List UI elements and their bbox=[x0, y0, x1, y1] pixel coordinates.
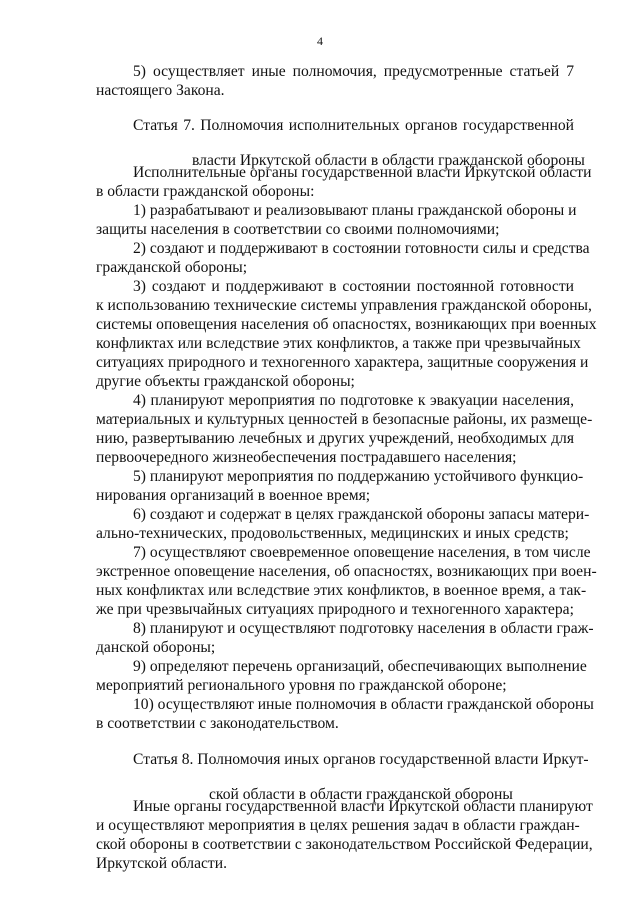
text-line: ных конфликтах или вследствие этих конфликтов, в военное время, а так- bbox=[96, 582, 587, 599]
text-line: экстренное оповещение населения, об опасностях, возникающих при воен- bbox=[96, 563, 597, 580]
text-line: в соответствии с законодательством. bbox=[96, 715, 339, 732]
article-8-title: Статья 8. Полномочия иных органов государственной власти Иркут- bbox=[133, 751, 589, 768]
list-item: 1) разрабатывают и реализовывают планы гражданской обороны и bbox=[133, 202, 577, 219]
list-item: 10) осуществляют иные полномочия в области гражданской обороны bbox=[133, 696, 594, 713]
list-item: 4) планируют мероприятия по подготовке к эвакуации населения, bbox=[133, 392, 574, 409]
text-line: ситуациях природного и техногенного характера, защитные сооружения и bbox=[96, 354, 589, 371]
text-line: материальных и культурных ценностей в безопасные районы, их размеще- bbox=[96, 411, 593, 428]
page-number: 4 bbox=[317, 34, 323, 48]
article-7-title: власти Иркутской области в области гражданской обороны bbox=[192, 151, 585, 169]
list-item: 3) создают и поддерживают в состоянии постоянной готовности bbox=[133, 278, 574, 295]
list-item: 5) планируют мероприятия по поддержанию устойчивого функцио- bbox=[133, 468, 584, 485]
text-line: настоящего Закона. bbox=[96, 82, 225, 99]
text-line: системы оповещения населения об опасностях, возникающих при военных bbox=[96, 316, 597, 333]
text-line: 5) осуществляет иные полномочия, предусмотренные статьей 7 bbox=[133, 63, 574, 80]
text-line: ской обороны в соответствии с законодательством Российской Федерации, bbox=[96, 836, 593, 853]
text-line: Исполнительные органы государственной власти Иркутской области bbox=[133, 164, 592, 181]
text-line: к использованию технические системы управления гражданской обороны, bbox=[96, 297, 592, 314]
text-line: ально-технических, продовольственных, медицинских и иных средств; bbox=[96, 525, 569, 542]
text-line: данской обороны; bbox=[96, 639, 216, 656]
list-item: 6) создают и содержат в целях гражданской обороны запасы матери- bbox=[133, 506, 590, 523]
list-item: 2) создают и поддерживают в состоянии готовности силы и средства bbox=[133, 240, 590, 257]
text-line: мероприятий регионального уровня по гражданской обороне; bbox=[96, 677, 507, 694]
article-8-title: ской области в области гражданской обороны bbox=[209, 785, 513, 803]
text-line: же при чрезвычайных ситуациях природного и техногенного характера; bbox=[96, 601, 574, 618]
text-line: нирования организаций в военное время; bbox=[96, 487, 371, 504]
list-item: 9) определяют перечень организаций, обеспечивающих выполнение bbox=[133, 658, 587, 675]
text-line: конфликтах или вследствие этих конфликтов, а также при чрезвычайных bbox=[96, 335, 581, 352]
text-line: Иркутской области. bbox=[96, 855, 227, 872]
text-line: первоочередного жизнеобеспечения пострадавшего населения; bbox=[96, 449, 517, 466]
text-line: защиты населения в соответствии со своими полномочиями; bbox=[96, 221, 500, 238]
list-item: 8) планируют и осуществляют подготовку населения в области граж- bbox=[133, 620, 594, 637]
text-line: и осуществляют мероприятия в целях решения задач в области граждан- bbox=[96, 817, 580, 834]
text-line: в области гражданской обороны: bbox=[96, 183, 315, 200]
article-7-title: Статья 7. Полномочия исполнительных органов государственной bbox=[133, 117, 574, 134]
list-item: 7) осуществляют своевременное оповещение населения, в том числе bbox=[133, 544, 591, 561]
text-line: гражданской обороны; bbox=[96, 259, 248, 276]
text-line: Иные органы государственной власти Иркутской области планируют bbox=[133, 798, 593, 815]
text-line: нию, развертыванию лечебных и других учреждений, необходимых для bbox=[96, 430, 574, 447]
text-line: другие объекты гражданской обороны; bbox=[96, 373, 355, 390]
